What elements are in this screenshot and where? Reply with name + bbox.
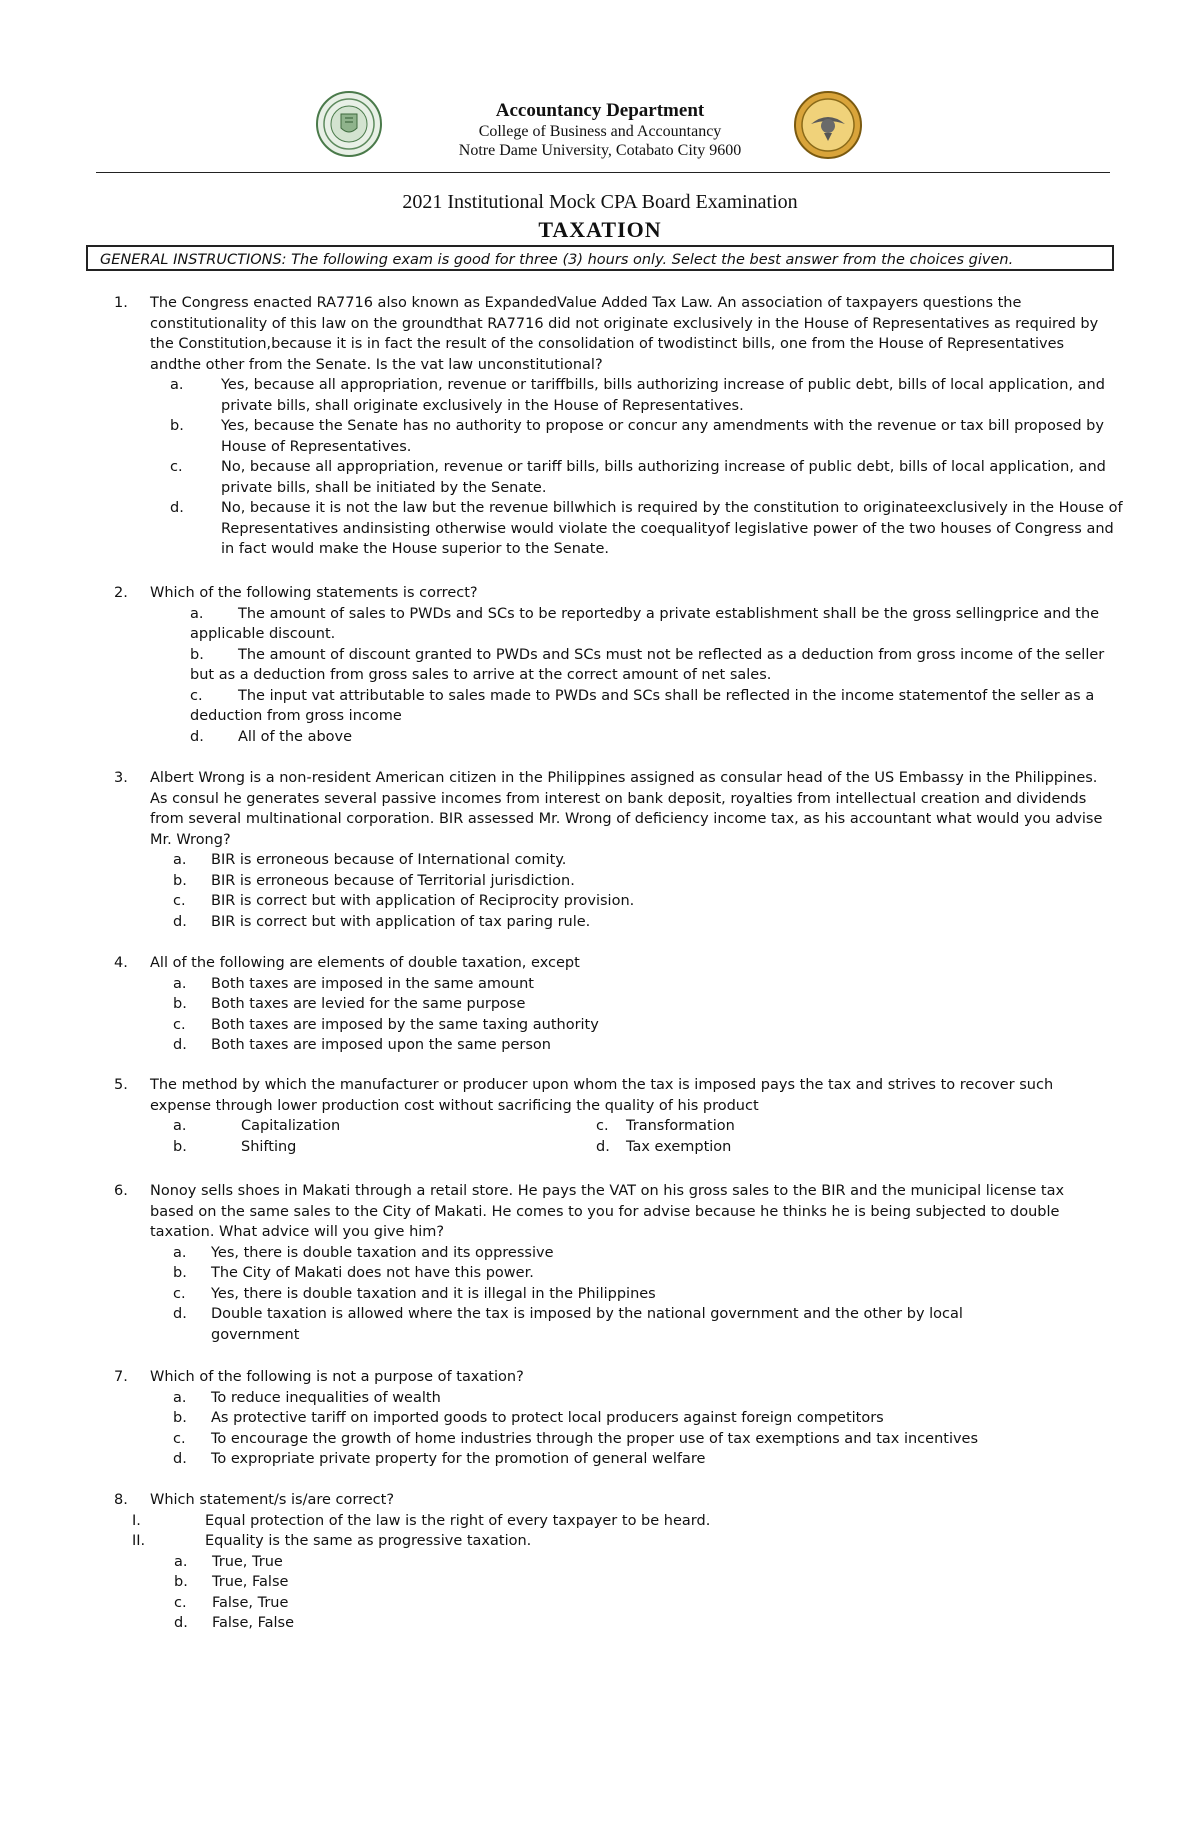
choice-text: No, because all appropriation, revenue or tariff bills, bills authorizing increase of public debt, bills of local application, and private bills, shall be initiated by the Senate. — [221, 459, 1106, 496]
question-number: 4. — [114, 955, 128, 971]
choice-letter: d. — [173, 1037, 187, 1053]
choice-b — [170, 416, 1130, 457]
choice-a — [190, 604, 1110, 645]
question-text: Which of the following is not a purpose of taxation? — [150, 1369, 524, 1385]
question-number: 8. — [114, 1492, 128, 1508]
choice-text: Yes, there is double taxation and it is illegal in the Philippines — [211, 1285, 656, 1302]
choice-letter: b. — [173, 1265, 187, 1281]
choice-letter: c. — [173, 1016, 186, 1033]
choice-c — [173, 1429, 1155, 1450]
choice-letter: a. — [173, 975, 187, 992]
choice-text: As protective tariff on imported goods to protect local producers against foreign competitors — [211, 1410, 884, 1426]
question-8 — [0, 1490, 1200, 1634]
department-name: Accountancy Department — [495, 100, 705, 121]
choice-d — [173, 912, 1155, 933]
question-6 — [0, 1181, 1200, 1345]
question-number: 3. — [114, 770, 128, 786]
choice-text: BIR is correct but with application of tax paring rule. — [211, 913, 591, 930]
choice-a — [173, 850, 1155, 871]
question-number: 2. — [114, 585, 128, 601]
question-1 — [0, 293, 1200, 560]
choice-letter: c. — [596, 1118, 609, 1134]
choice-letter: d. — [173, 913, 187, 930]
question-number: 6. — [114, 1183, 128, 1199]
choice-c — [173, 1284, 1155, 1305]
choice-text: Tax exemption — [626, 1138, 732, 1155]
choice-text: No, because it is not the law but the revenue billwhich is required by the constitution to originateexclusively in the House of Representatives andinsisting otherwise would violate the coequalityof legislative power of the two houses of Congress and in fact would make the House superior to the Senate. — [221, 500, 1123, 557]
choice-c — [173, 1015, 1155, 1036]
choice-text: Shifting — [241, 1138, 297, 1155]
choice-letter: c. — [173, 1430, 186, 1447]
choice-text: Capitalization — [241, 1118, 341, 1134]
choice-b — [174, 1572, 1156, 1593]
choice-letter: b. — [173, 996, 187, 1012]
choice-c — [190, 686, 1110, 727]
exam-title: 2021 Institutional Mock CPA Board Examination — [402, 191, 798, 213]
statement-numeral: I. — [132, 1512, 141, 1529]
choice-text: The amount of discount granted to PWDs and SCs must not be reflected as a deduction from gross income of the seller but as a deduction from gross sales to arrive at the correct amount of net sales. — [190, 646, 1105, 683]
choice-text: Both taxes are imposed by the same taxing authority — [211, 1016, 599, 1033]
choice-a — [173, 1243, 1155, 1264]
choice-letter: c. — [173, 893, 186, 909]
choice-letter: d. — [173, 1306, 187, 1322]
choice-letter: d. — [174, 1615, 188, 1631]
header-divider — [96, 172, 1110, 173]
choice-letter: a. — [173, 1118, 187, 1134]
choice-c — [174, 1593, 1156, 1614]
choice-d — [170, 498, 1130, 560]
question-number: 5. — [114, 1077, 128, 1093]
question-text: Albert Wrong is a non-resident American citizen in the Philippines assigned as consular head of the US Embassy in the Philippines. As consul he generates several passive incomes from interest on bank deposit, royalties from intellectual creation and dividends from several multinational corporation. BIR assessed Mr. Wrong of deficiency income tax, as his accountant what would you advise Mr. Wrong? — [150, 770, 1103, 848]
choice-a — [174, 1552, 1156, 1573]
choice-b — [173, 1408, 1155, 1429]
choice-d — [173, 1035, 1155, 1056]
choice-row-1 — [0, 1116, 1200, 1137]
choice-c — [170, 457, 1130, 498]
choice-a — [173, 1388, 1155, 1409]
choice-letter: c. — [170, 459, 183, 475]
university-seal-logo — [315, 90, 383, 158]
choice-letter: a. — [190, 605, 204, 622]
statement-1 — [0, 1511, 1200, 1532]
choice-a — [170, 375, 1130, 416]
choice-text: False, True — [212, 1594, 289, 1611]
choice-letter: b. — [174, 1574, 188, 1590]
choice-text: Yes, there is double taxation and its oppressive — [211, 1244, 554, 1261]
choice-text: BIR is correct but with application of Reciprocity provision. — [211, 893, 635, 909]
choice-letter: a. — [174, 1553, 188, 1570]
statement-numeral: II. — [132, 1533, 146, 1549]
choice-d — [190, 727, 1110, 748]
choice-letter: c. — [174, 1594, 187, 1611]
question-text: Which statement/s is/are correct? — [150, 1492, 395, 1508]
choice-text: To expropriate private property for the promotion of general welfare — [211, 1451, 706, 1467]
question-number: 1. — [114, 295, 128, 311]
choice-b — [173, 994, 1155, 1015]
university-address: Notre Dame University, Cotabato City 9600 — [458, 142, 742, 159]
question-5 — [0, 1075, 1200, 1157]
question-text: Nonoy sells shoes in Makati through a retail store. He pays the VAT on his gross sales to the BIR and the municipal license tax based on the same sales to the City of Makati. He comes to you for advise because he thinks he is being subjected to double taxation. What advice will you give him? — [150, 1183, 1065, 1240]
question-number: 7. — [114, 1369, 128, 1385]
statement-2 — [0, 1531, 1200, 1552]
choice-text: The amount of sales to PWDs and SCs to be reportedby a private establishment shall be the gross sellingprice and the applicable discount. — [190, 605, 1100, 642]
statement-text: Equal protection of the law is the right of every taxpayer to be heard. — [205, 1512, 711, 1529]
college-name: College of Business and Accountancy — [478, 123, 722, 140]
choice-text: Yes, because all appropriation, revenue or tariffbills, bills authorizing increase of public debt, bills of local application, and private bills, shall originate exclusively in the House of Representatives. — [221, 377, 1105, 414]
choice-text: BIR is erroneous because of Territorial jurisdiction. — [211, 872, 575, 889]
choice-letter: a. — [173, 1244, 187, 1261]
choice-letter: d. — [170, 500, 184, 516]
choice-letter: b. — [173, 1410, 187, 1426]
choice-text: All of the above — [238, 728, 353, 745]
choice-text: Both taxes are imposed upon the same person — [211, 1037, 551, 1053]
choice-text: Double taxation is allowed where the tax is imposed by the national government and the other by local government — [211, 1306, 963, 1343]
choice-letter: d. — [173, 1451, 187, 1467]
choice-text: BIR is erroneous because of International comity. — [211, 852, 567, 868]
choice-text: The input vat attributable to sales made to PWDs and SCs shall be reflected in the income statementof the seller as a deduction from gross income — [190, 687, 1095, 724]
choice-text: True, False — [212, 1574, 289, 1590]
choice-text: True, True — [212, 1553, 283, 1570]
choice-letter: a. — [170, 377, 184, 393]
choice-d — [174, 1613, 1156, 1634]
choice-text: False, False — [212, 1615, 295, 1631]
question-7 — [0, 1367, 1200, 1470]
choice-text: Transformation — [626, 1118, 735, 1134]
question-2 — [0, 583, 1200, 747]
choice-letter: c. — [173, 1285, 186, 1302]
question-text: The method by which the manufacturer or producer upon whom the tax is imposed pays the tax and strives to recover such expense through lower production cost without sacrificing the quality of his product — [150, 1077, 1054, 1114]
exam-subject: TAXATION — [538, 217, 662, 242]
choice-a — [173, 974, 1155, 995]
choice-letter: a. — [173, 1389, 187, 1406]
general-instructions: GENERAL INSTRUCTIONS: The following exam is good for three (3) hours only. Select the best answer from the choices given. — [86, 245, 1114, 271]
choice-letter: b. — [170, 418, 184, 434]
question-text: Which of the following statements is correct? — [150, 585, 478, 601]
choice-d — [173, 1304, 1055, 1345]
choice-letter: c. — [190, 687, 203, 704]
choice-text: Both taxes are imposed in the same amount — [211, 975, 534, 992]
question-4 — [0, 953, 1200, 1056]
letterhead — [0, 90, 1200, 170]
question-text: All of the following are elements of double taxation, except — [150, 955, 580, 971]
choice-c — [173, 891, 1155, 912]
choice-letter: b. — [173, 1138, 187, 1155]
choice-row-2 — [0, 1137, 1200, 1158]
choice-letter: b. — [190, 646, 204, 663]
choice-b — [173, 871, 1155, 892]
choice-b — [190, 645, 1110, 686]
statement-text: Equality is the same as progressive taxation. — [205, 1533, 532, 1549]
letterhead-text — [380, 100, 820, 160]
choice-letter: a. — [173, 852, 187, 868]
choice-letter: d. — [596, 1138, 610, 1155]
choice-text: Both taxes are levied for the same purpose — [211, 996, 526, 1012]
college-seal-logo — [793, 90, 863, 160]
choice-letter: d. — [190, 728, 204, 745]
question-3 — [0, 768, 1200, 932]
choice-text: To encourage the growth of home industries through the proper use of tax exemptions and tax incentives — [211, 1430, 979, 1447]
choice-d — [173, 1449, 1155, 1470]
question-text: The Congress enacted RA7716 also known as ExpandedValue Added Tax Law. An association of taxpayers questions the constitutionality of this law on the groundthat RA7716 did not originate exclusively in the House of Representatives as required by the Constitution,because it is in fact the result of the consolidation of twodistinct bills, one from the House of Representatives andthe other from the Senate. Is the vat law unconstitutional? — [150, 295, 1099, 373]
choice-text: To reduce inequalities of wealth — [211, 1389, 441, 1406]
choice-text: Yes, because the Senate has no authority to propose or concur any amendments with the revenue or tax bill proposed by House of Representatives. — [221, 418, 1104, 455]
choice-b — [173, 1263, 1155, 1284]
choice-letter: b. — [173, 872, 187, 889]
choice-text: The City of Makati does not have this power. — [211, 1265, 534, 1281]
